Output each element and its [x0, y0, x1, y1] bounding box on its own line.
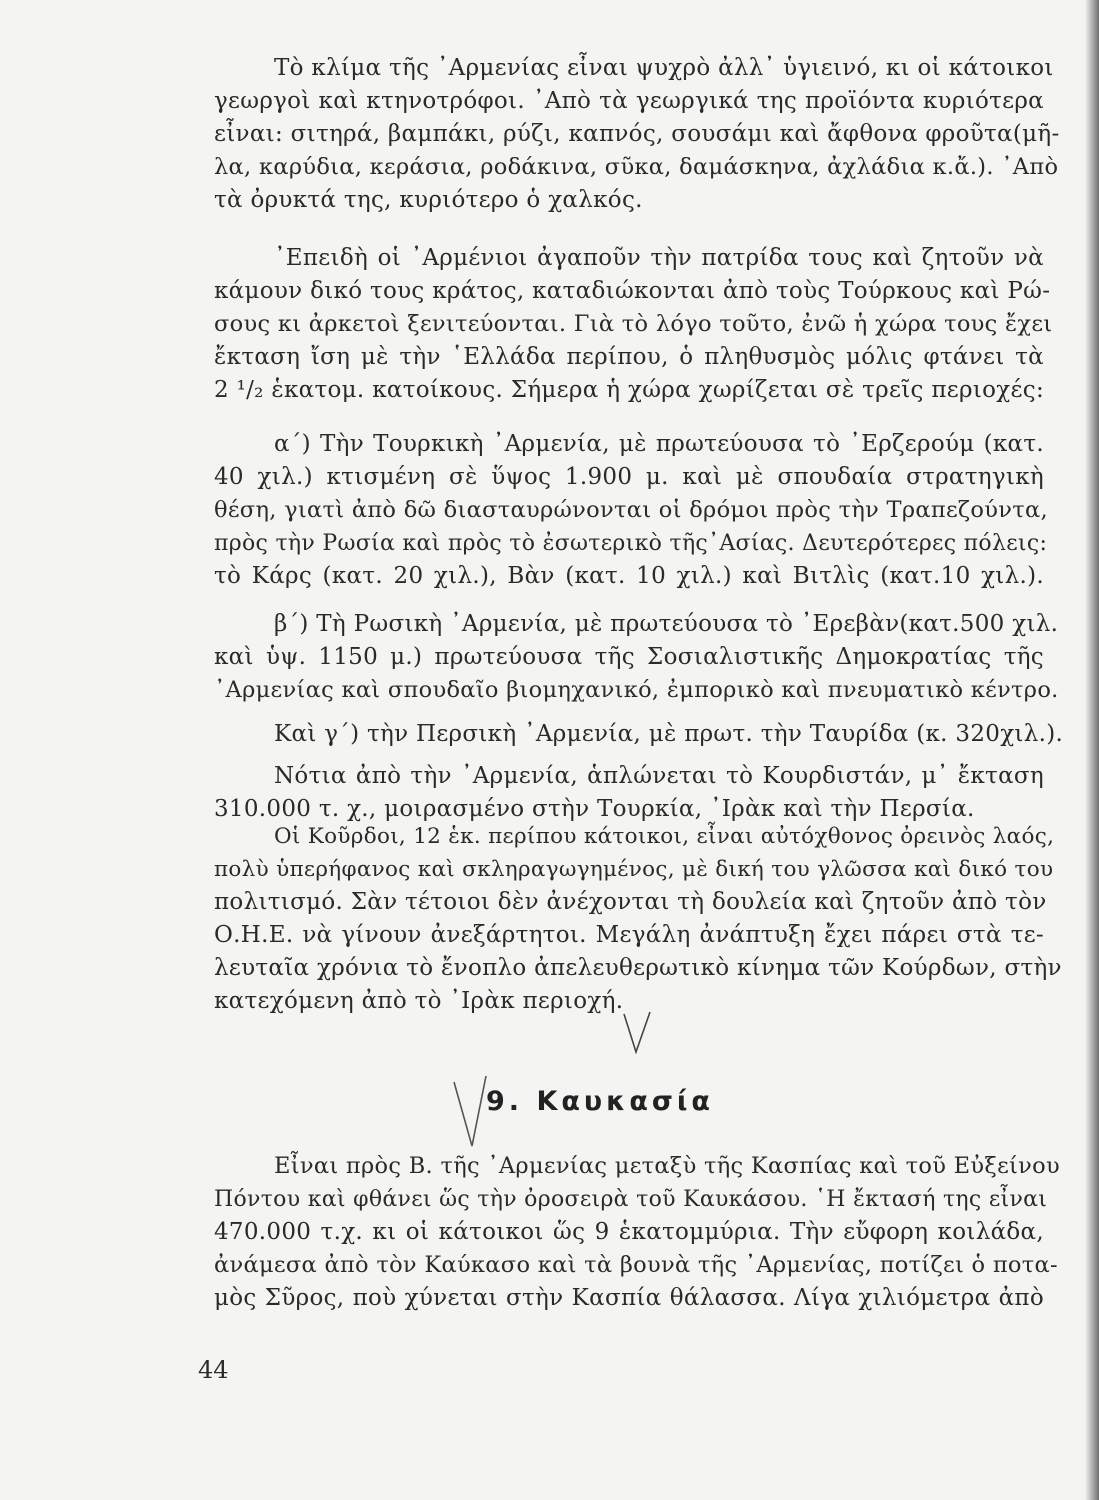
- text-line: πρὸς τὴν Ρωσία καὶ πρὸς τὸ ἐσωτερικὸ τῆς᾿Ασίας. Δευτερότερες πόλεις:: [214, 531, 1048, 556]
- text-line: β΄) Τὴ Ρωσικὴ ᾿Αρμενία, μὲ πρωτεύουσα τὸ ᾿Ερεβὰν(κατ.500 χιλ.: [274, 611, 1059, 637]
- text-line: 40 χιλ.) κτισμένη σὲ ὕψος 1.900 μ. καὶ μὲ σπουδαία στρατηγικὴ: [214, 464, 1044, 490]
- text-line: Εἶναι πρὸς Β. τῆς ᾿Αρμενίας μεταξὺ τῆς Κασπίας καὶ τοῦ Εὐξείνου: [274, 1153, 1060, 1179]
- text-line: πολὺ ὑπερήφανος καὶ σκληραγωγημένος, μὲ δική του γλῶσσα καὶ δικό του: [214, 857, 1054, 882]
- paragraph-kurds: [214, 820, 1062, 1018]
- text-line: α΄) Τὴν Τουρκικὴ ᾿Αρμενία, μὲ πρωτεύουσα τὸ ᾿Ερζερούμ (κατ.: [274, 431, 1044, 457]
- text-line: καὶ ὑψ. 1150 μ.) πρωτεύουσα τῆς Σοσιαλιστικῆς Δημοκρατίας τῆς: [214, 644, 1044, 670]
- text-line: τὸ Κάρς (κατ. 20 χιλ.), Βὰν (κατ. 10 χιλ.) καὶ Βιτλὶς (κατ.10 χιλ.).: [214, 563, 1044, 589]
- text-line: σους κι ἀρκετοὶ ξενιτεύονται. Γιὰ τὸ λόγο τοῦτο, ἐνῶ ἡ χώρα τους ἔχει: [214, 311, 1053, 337]
- text-line: 2 ¹/₂ ἑκατομ. κατοίκους. Σήμερα ἡ χώρα χωρίζεται σὲ τρεῖς περιοχές:: [214, 377, 1044, 403]
- text-line: θέση, γιατὶ ἀπὸ δῶ διασταυρώνονται οἱ δρόμοι πρὸς τὴν Τραπεζούντα,: [214, 497, 1048, 523]
- text-line: ᾿Επειδὴ οἱ ᾿Αρμένιοι ἀγαποῦν τὴν πατρίδα τους καὶ ζητοῦν νὰ: [274, 245, 1044, 271]
- section-heading-block: [450, 1072, 790, 1152]
- text-line: τὰ ὀρυκτά της, κυριότερο ὁ χαλκός.: [214, 187, 643, 213]
- paragraph-russian-armenia: [214, 608, 1059, 707]
- text-line: κάμουν δικό τους κράτος, καταδιώκονται ἀπὸ τοὺς Τούρκους καὶ Ρώ-: [214, 278, 1051, 304]
- text-line: Καὶ γ΄) τὴν Περσικὴ ᾿Αρμενία, μὲ πρωτ. τὴν Ταυρίδα (κ. 320χιλ.).: [274, 721, 1064, 747]
- page-number: 44: [198, 1356, 229, 1384]
- text-line: ἀνάμεσα ἀπὸ τὸν Καύκασο καὶ τὰ βουνὰ τῆς ᾿Αρμενίας, ποτίζει ὁ ποτα-: [214, 1252, 1058, 1278]
- text-line: Οἱ Κοῦρδοι, 12 ἑκ. περίπου κάτοικοι, εἶναι αὐτόχθονος ὀρεινὸς λαός,: [274, 824, 1055, 849]
- text-line: πολιτισμό. Σὰν τέτοιοι δὲν ἀνέχονται τὴ δουλεία καὶ ζητοῦν ἀπὸ τὸν: [214, 889, 1047, 915]
- text-line: Τὸ κλίμα τῆς ᾿Αρμενίας εἶναι ψυχρὸ ἀλλ᾿ ὑγιεινό, κι οἱ κάτοικοι: [274, 55, 1054, 81]
- text-line: λευταῖα χρόνια τὸ ἔνοπλο ἀπελευθερωτικὸ κίνημα τῶν Κούρδων, στὴν: [214, 955, 1062, 981]
- paragraph-turkish-armenia: [214, 428, 1048, 593]
- text-line: ἔκταση ἴση μὲ τὴν ῾Ελλάδα περίπου, ὁ πληθυσμὸς μόλις φτάνει τὰ: [214, 344, 1044, 370]
- section-heading: 9. Καυκασία: [486, 1086, 714, 1117]
- handwritten-check-icon: [620, 1008, 660, 1058]
- text-line: μὸς Σῦρος, ποὺ χύνεται στὴν Κασπία θάλασσα. Λίγα χιλιόμετρα ἀπὸ: [214, 1285, 1044, 1311]
- handwritten-check-icon: [450, 1072, 490, 1152]
- text-line: Νότια ἀπὸ τὴν ᾿Αρμενία, ἁπλώνεται τὸ Κουρδιστάν, μ᾿ ἔκταση: [274, 763, 1044, 789]
- text-line: 470.000 τ.χ. κι οἱ κάτοικοι ὥς 9 ἑκατομμύρια. Τὴν εὔφορη κοιλάδα,: [214, 1219, 1044, 1245]
- paragraph-climate: [214, 52, 1060, 217]
- text-line: εἶναι: σιτηρά, βαμπάκι, ρύζι, καπνός, σουσάμι καὶ ἄφθονα φροῦτα(μῆ-: [214, 121, 1060, 147]
- page-edge-shadow: [1085, 0, 1099, 1500]
- paragraph-population: [214, 242, 1053, 407]
- paragraph-kurdistan: [214, 760, 1044, 826]
- paragraph-caucasus: [214, 1150, 1060, 1315]
- text-line: Πόντου καὶ φθάνει ὥς τὴν ὀροσειρὰ τοῦ Καυκάσου. ῾Η ἔκτασή της εἶναι: [214, 1187, 1048, 1212]
- text-line: ᾿Αρμενίας καὶ σπουδαῖο βιομηχανικό, ἐμπορικὸ καὶ πνευματικὸ κέντρο.: [214, 677, 1059, 703]
- text-line: γεωργοὶ καὶ κτηνοτρόφοι. ᾿Απὸ τὰ γεωργικά της προϊόντα κυριότερα: [214, 88, 1044, 114]
- text-line: κατεχόμενη ἀπὸ τὸ ᾿Ιρὰκ περιοχή.: [214, 988, 624, 1014]
- paragraph-persian-armenia: [214, 718, 1064, 751]
- text-line: 310.000 τ. χ., μοιρασμένο στὴν Τουρκία, ᾿Ιρὰκ καὶ τὴν Περσία.: [214, 796, 975, 822]
- text-line: λα, καρύδια, κεράσια, ροδάκινα, σῦκα, δαμάσκηνα, ἀχλάδια κ.ἄ.). ᾿Απὸ: [214, 154, 1059, 180]
- text-line: Ο.Η.Ε. νὰ γίνουν ἀνεξάρτητοι. Μεγάλη ἀνάπτυξη ἔχει πάρει στὰ τε-: [214, 922, 1044, 948]
